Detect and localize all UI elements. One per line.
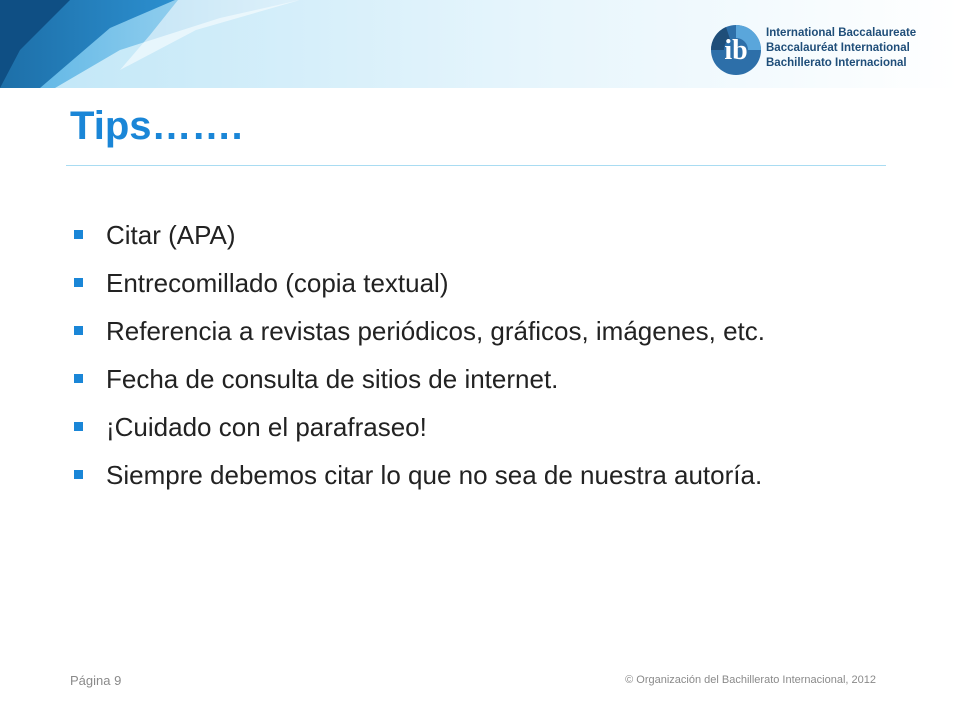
square-bullet-icon	[74, 422, 83, 431]
bullet-text: Fecha de consulta de sitios de internet.	[106, 364, 559, 394]
square-bullet-icon	[74, 230, 83, 239]
bullet-text: Referencia a revistas periódicos, gráficos, imágenes, etc.	[106, 316, 765, 346]
bullet-list	[66, 216, 886, 504]
ib-logo	[708, 22, 917, 78]
square-bullet-icon	[74, 374, 83, 383]
bullet-text: Entrecomillado (copia textual)	[106, 268, 449, 298]
bullet-item	[66, 264, 886, 302]
ib-emblem-icon	[708, 22, 764, 78]
logo-line-fr: Baccalauréat International	[766, 42, 910, 54]
bullet-text: Citar (APA)	[106, 220, 236, 250]
logo-line-es: Bachillerato Internacional	[766, 57, 907, 69]
bullet-item	[66, 456, 886, 494]
bullet-item	[66, 408, 886, 446]
page-number: Página 9	[70, 673, 122, 688]
slide-title: Tips…….	[70, 104, 243, 148]
bullet-text: Siempre debemos citar lo que no sea de nuestra autoría.	[106, 460, 763, 490]
bullet-item	[66, 216, 886, 254]
square-bullet-icon	[74, 326, 83, 335]
title-divider	[66, 165, 886, 166]
logo-line-en: International Baccalaureate	[766, 27, 917, 39]
bullet-text: ¡Cuidado con el parafraseo!	[106, 412, 427, 442]
bullet-item	[66, 312, 886, 350]
logo-wordmark	[766, 26, 916, 71]
copyright-notice: © Organización del Bachillerato Internacional, 2012	[625, 674, 876, 686]
square-bullet-icon	[74, 470, 83, 479]
bullet-item	[66, 360, 886, 398]
square-bullet-icon	[74, 278, 83, 287]
svg-text:ib: ib	[724, 35, 748, 66]
